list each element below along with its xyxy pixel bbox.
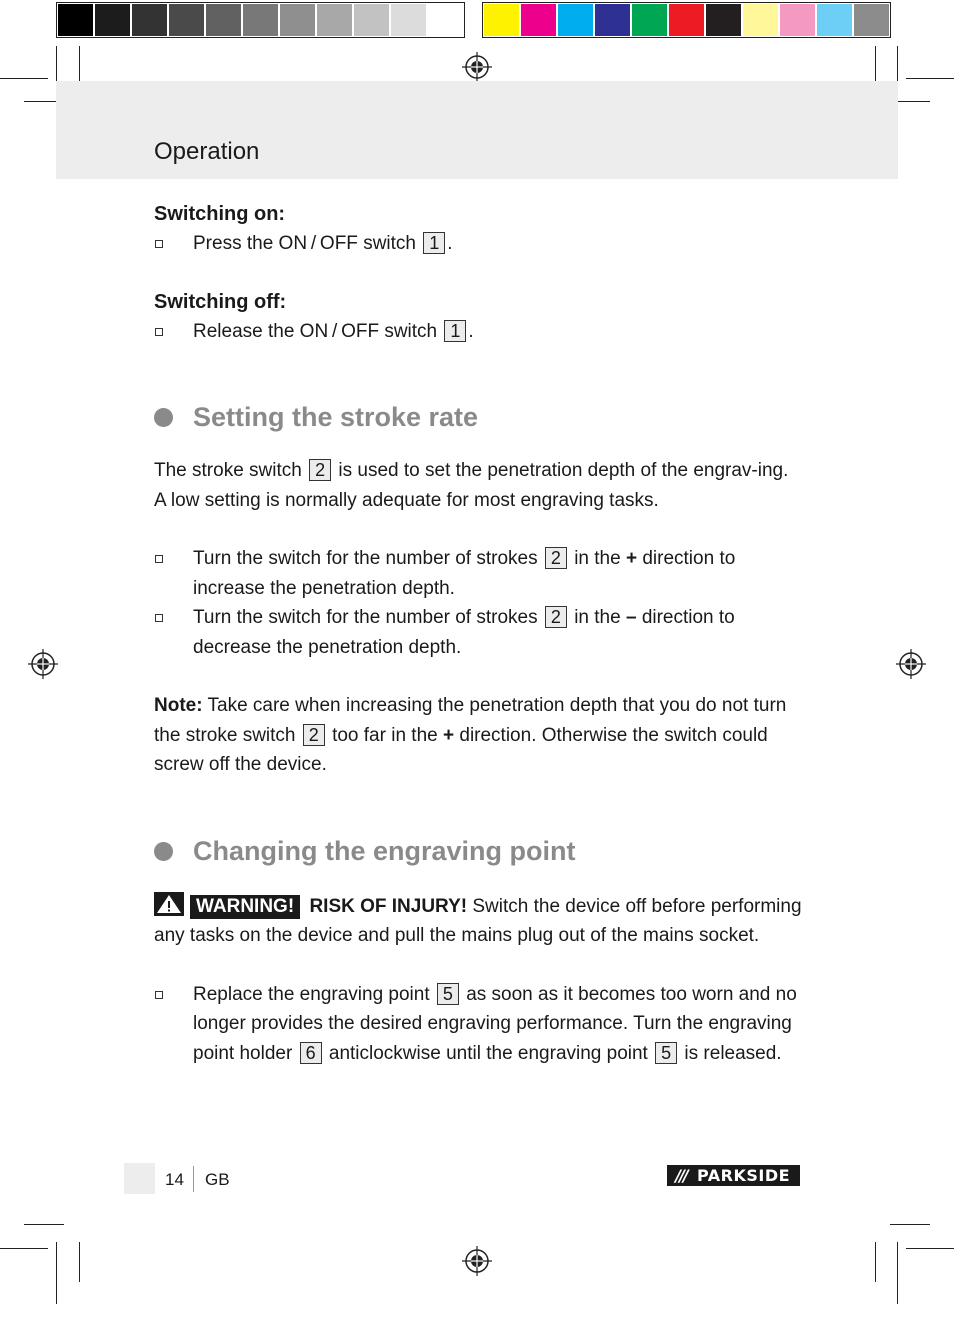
color-swatch	[669, 4, 704, 36]
color-swatch	[780, 4, 815, 36]
registration-mark-icon	[896, 649, 926, 679]
crop-mark	[906, 78, 954, 79]
crop-mark	[875, 1242, 876, 1282]
registration-mark-icon	[28, 649, 58, 679]
page-number: 14	[165, 1170, 184, 1189]
color-swatch	[484, 4, 519, 36]
color-swatch	[428, 4, 463, 36]
crop-mark	[24, 1224, 64, 1225]
crop-mark	[0, 1248, 48, 1249]
color-swatch	[521, 4, 556, 36]
bullet-square-icon	[155, 614, 163, 622]
color-swatch	[95, 4, 130, 36]
page-content	[154, 200, 804, 1068]
crop-mark	[890, 1224, 930, 1225]
warning-badge: WARNING!	[190, 895, 300, 919]
switching-off-heading: Switching off:	[154, 290, 287, 313]
registration-mark-icon	[462, 52, 492, 82]
crop-mark	[0, 78, 48, 79]
color-swatch	[854, 4, 889, 36]
crop-mark	[897, 1242, 898, 1304]
warning-triangle-icon	[154, 892, 184, 916]
language-code: GB	[205, 1170, 230, 1189]
crop-mark	[79, 46, 80, 86]
crop-mark	[875, 46, 876, 86]
crop-mark	[56, 1242, 57, 1304]
bullet-circle-icon	[154, 408, 173, 427]
color-scale-bar	[482, 2, 891, 38]
stroke-rate-intro: The stroke switch 2 is used to set the penetration depth of the engrav-ing. A low setting is normally adequate for most engraving tasks.	[154, 460, 789, 511]
part-reference: 2	[545, 547, 567, 569]
logo-stripes-icon: ///	[675, 1166, 687, 1185]
warning-paragraph: WARNING! RISK OF INJURY! Switch the device off before performing any tasks on the device and pull the mains plug out of the mains socket.	[154, 892, 804, 951]
color-swatch	[280, 4, 315, 36]
color-swatch	[558, 4, 593, 36]
section-heading-stroke-rate: Setting the stroke rate	[154, 400, 804, 434]
color-swatch	[595, 4, 630, 36]
part-reference: 2	[309, 459, 331, 481]
part-reference: 5	[437, 983, 459, 1005]
list-item: Turn the switch for the number of strokes 2 in the + direction to increase the penetration depth.	[154, 544, 804, 603]
color-swatch	[317, 4, 352, 36]
color-swatch	[817, 4, 852, 36]
list-item: Release the ON / OFF switch 1 .	[154, 317, 804, 347]
color-swatch	[391, 4, 426, 36]
bullet-circle-icon	[154, 842, 173, 861]
color-swatch	[206, 4, 241, 36]
color-swatch	[132, 4, 167, 36]
crop-mark	[906, 1248, 954, 1249]
part-reference: 5	[655, 1042, 677, 1064]
color-swatch	[706, 4, 741, 36]
color-swatch	[169, 4, 204, 36]
color-swatch	[632, 4, 667, 36]
color-swatch	[354, 4, 389, 36]
parkside-logo: /// PARKSIDE	[667, 1165, 800, 1186]
part-reference: 6	[300, 1042, 322, 1064]
section-heading-engraving-point: Changing the engraving point	[154, 834, 804, 868]
part-reference: 2	[303, 724, 325, 746]
bullet-square-icon	[155, 555, 163, 563]
footer-tab	[124, 1163, 155, 1194]
part-reference: 1	[444, 320, 466, 342]
color-swatch	[743, 4, 778, 36]
switching-on-heading: Switching on:	[154, 203, 286, 225]
footer-divider	[193, 1166, 194, 1192]
crop-mark	[56, 46, 57, 86]
bullet-square-icon	[155, 991, 163, 999]
crop-mark	[79, 1242, 80, 1282]
bullet-square-icon	[155, 328, 163, 336]
gray-scale-bar	[56, 2, 465, 38]
list-item: Replace the engraving point 5 as soon as it becomes too worn and no longer provides the desired engraving performance. Turn the engraving point holder 6 anticlockwise until the engraving point 5 is released.	[154, 980, 804, 1069]
list-item: Turn the switch for the number of strokes 2 in the – direction to decrease the penetration depth.	[154, 603, 804, 662]
color-swatch	[243, 4, 278, 36]
part-reference: 1	[423, 232, 445, 254]
list-item: Press the ON / OFF switch 1 .	[154, 229, 804, 259]
part-reference: 2	[545, 606, 567, 628]
page-title: Operation	[154, 138, 260, 165]
note-paragraph: Note: Take care when increasing the penetration depth that you do not turn the stroke switch 2 too far in the + direction. Otherwise the switch could screw off the device.	[154, 695, 787, 775]
color-swatch	[58, 4, 93, 36]
crop-mark	[897, 46, 898, 86]
registration-mark-icon	[462, 1246, 492, 1276]
bullet-square-icon	[155, 240, 163, 248]
